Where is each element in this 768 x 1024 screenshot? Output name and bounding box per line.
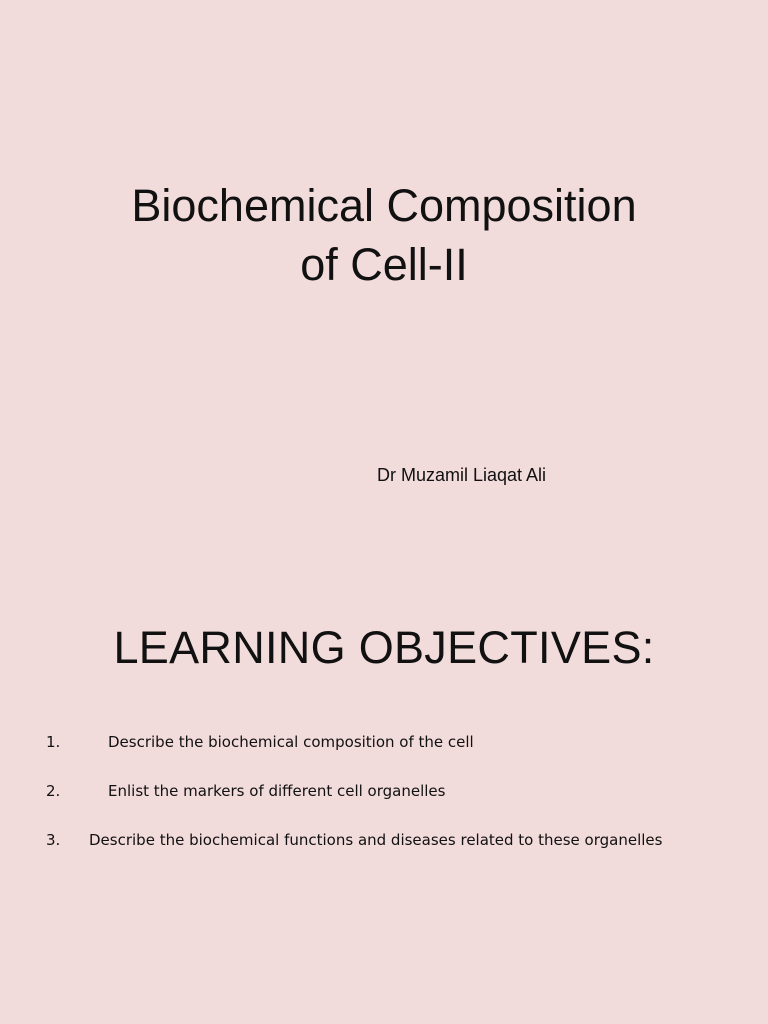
learning-objectives-heading: LEARNING OBJECTIVES: [113,622,655,673]
page-title [0,176,768,294]
objective-number: 2. [46,782,61,800]
objective-text: Enlist the markers of different cell organelles [108,782,446,800]
objective-text: Describe the biochemical composition of the cell [108,733,474,751]
title-line-1: Biochemical Composition [131,180,637,231]
author-name: Dr Muzamil Liaqat Ali [377,465,547,485]
title-line-2: of Cell-II [300,239,468,290]
objective-number: 3. [46,831,61,849]
objective-number: 1. [46,733,61,751]
objective-text: Describe the biochemical functions and diseases related to these organelles [89,831,663,849]
